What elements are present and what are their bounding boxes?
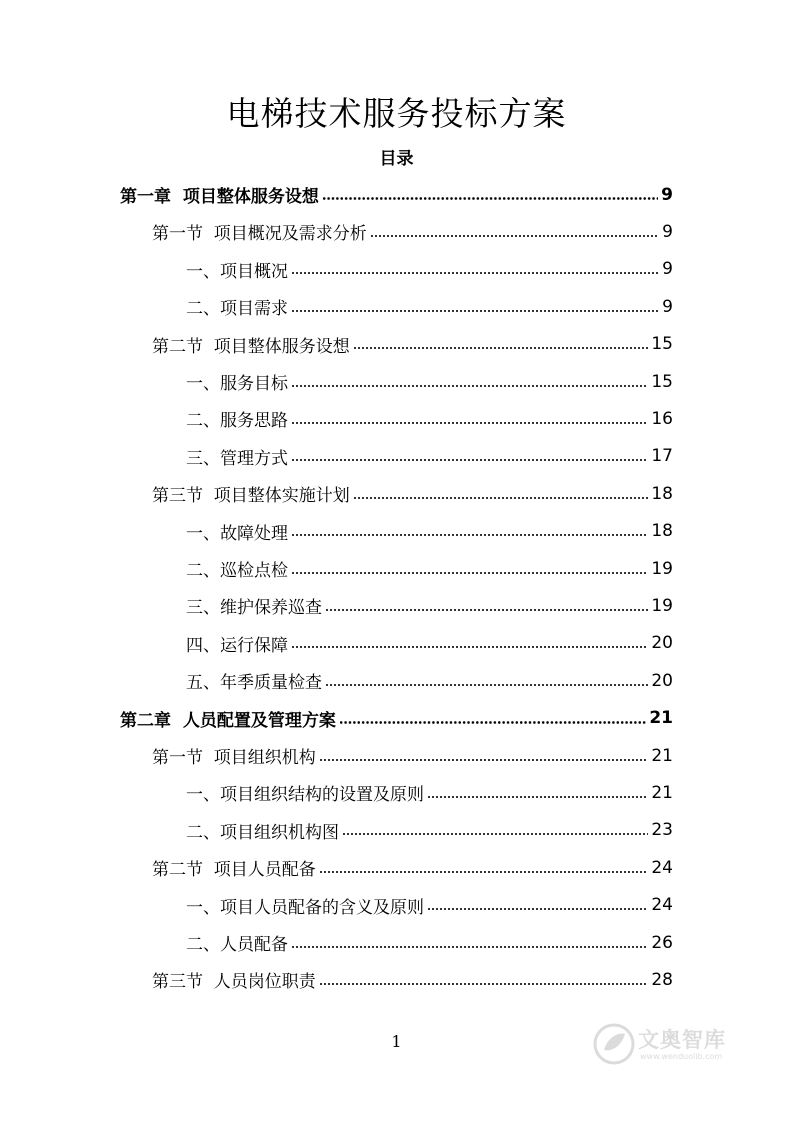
toc-entry-page: 20 (651, 633, 673, 654)
toc-entry-label: 二、巡检点检 (186, 561, 288, 581)
toc-entry[interactable] (152, 849, 673, 886)
toc-entry-label: 一、项目概况 (186, 261, 288, 282)
toc-dot-leader (353, 347, 649, 349)
toc-dot-leader (353, 497, 649, 499)
toc-entry[interactable] (186, 625, 673, 662)
toc-entry[interactable] (186, 587, 673, 624)
toc-entry-label: 第一节 项目概况及需求分析 (152, 224, 367, 245)
toc-dot-leader (427, 908, 648, 910)
toc-dot-leader (325, 609, 648, 611)
toc-entry[interactable] (186, 400, 673, 437)
toc-dot-leader (291, 310, 659, 312)
toc-entry[interactable] (186, 924, 673, 961)
watermark-url: www.wenduolib.com (640, 1052, 723, 1061)
toc-entry-page: 9 (662, 296, 673, 317)
toc-entry-page: 28 (651, 969, 673, 990)
toc-entry-page: 19 (651, 558, 673, 579)
page-number: 1 (391, 1032, 402, 1051)
toc-dot-leader (319, 871, 649, 873)
toc-entry-label: 一、故障处理 (186, 523, 288, 544)
toc-entry[interactable] (152, 213, 673, 250)
toc-entry-label: 一、项目人员配备的含义及原则 (186, 897, 424, 918)
toc-entry-label: 第二节 项目整体服务设想 (152, 336, 350, 357)
toc-entry[interactable] (186, 887, 673, 924)
toc-entry-label: 第二节 项目人员配备 (152, 860, 316, 881)
toc-entry-page: 18 (651, 521, 673, 542)
watermark (590, 1018, 760, 1072)
toc-entry[interactable] (186, 438, 673, 475)
toc-entry-page: 18 (651, 483, 673, 504)
toc-entry[interactable] (186, 662, 673, 699)
toc-entry[interactable] (186, 550, 673, 587)
toc-entry-page: 23 (651, 820, 673, 841)
toc-entry-page: 15 (651, 371, 673, 392)
toc-entry-page: 15 (651, 334, 673, 355)
toc-entry[interactable] (186, 363, 673, 400)
toc-entry[interactable] (152, 961, 673, 998)
toc-entry-label: 三、维护保养巡查 (186, 598, 322, 619)
toc-entry[interactable] (152, 326, 673, 363)
toc-entry-label: 五、年季质量检查 (186, 673, 322, 694)
toc-dot-leader (427, 796, 648, 798)
toc-entry-label: 一、服务目标 (186, 374, 288, 394)
toc-entry-page: 9 (662, 259, 673, 280)
toc-dot-leader (291, 534, 648, 536)
toc-dot-leader (291, 385, 648, 387)
toc-entry-label: 二、人员配备 (186, 935, 288, 955)
toc-entry-page: 9 (662, 221, 673, 242)
toc-dot-leader (322, 197, 658, 200)
toc-entry-label: 三、管理方式 (186, 448, 288, 469)
toc-entry-page: 21 (651, 745, 673, 766)
toc-dot-leader (291, 646, 648, 648)
toc-dot-leader (291, 572, 648, 574)
toc-dot-leader (291, 459, 648, 461)
toc-dot-leader (291, 272, 659, 274)
toc-entry-label: 二、项目需求 (186, 299, 288, 320)
leaf-logo-icon (592, 1022, 636, 1066)
watermark-text: 文奥智库 (638, 1028, 726, 1052)
toc-entry-label: 二、项目组织机构图 (186, 822, 339, 843)
toc-entry[interactable] (120, 700, 673, 737)
toc-entry[interactable] (186, 513, 673, 550)
toc-dot-leader (325, 684, 648, 686)
toc-dot-leader (370, 235, 659, 237)
toc-entry[interactable] (186, 251, 673, 288)
toc-entry-page: 19 (651, 595, 673, 616)
toc-heading: 目录 (379, 149, 414, 169)
toc-entry-page: 24 (651, 857, 673, 878)
toc-entry[interactable] (186, 774, 673, 811)
toc-entry[interactable] (152, 475, 673, 512)
toc-dot-leader (319, 983, 649, 985)
toc-entry-page: 16 (651, 408, 673, 429)
toc-dot-leader (291, 946, 648, 948)
toc-entry-page: 17 (651, 446, 673, 467)
toc-entry[interactable] (186, 288, 673, 325)
toc-entry-page: 20 (651, 670, 673, 691)
toc-entry-label: 第三节 人员岗位职责 (152, 972, 316, 993)
document-title: 电梯技术服务投标方案 (226, 94, 567, 133)
toc-entry-label: 第三节 项目整体实施计划 (152, 486, 350, 507)
toc-entry-page: 21 (649, 708, 673, 729)
toc-entry-label: 第一节 项目组织机构 (152, 748, 316, 768)
toc-dot-leader (339, 721, 646, 724)
toc-dot-leader (291, 422, 648, 424)
toc-entry-label: 四、运行保障 (186, 635, 288, 656)
toc-entry-label: 第二章 人员配置及管理方案 (120, 710, 336, 731)
toc-entry[interactable] (120, 176, 673, 213)
toc-entry[interactable] (152, 737, 673, 774)
toc-entry-page: 24 (651, 895, 673, 916)
toc-entry-page: 21 (651, 782, 673, 803)
toc-entry-label: 第一章 项目整体服务设想 (120, 187, 319, 207)
toc-entry-page: 26 (651, 932, 673, 953)
toc-entry-label: 一、项目组织结构的设置及原则 (186, 785, 424, 806)
toc-dot-leader (319, 759, 649, 761)
toc-entry[interactable] (186, 812, 673, 849)
toc-entry-page: 9 (661, 184, 673, 205)
toc-dot-leader (342, 833, 648, 835)
toc-entry-label: 二、服务思路 (186, 411, 288, 432)
